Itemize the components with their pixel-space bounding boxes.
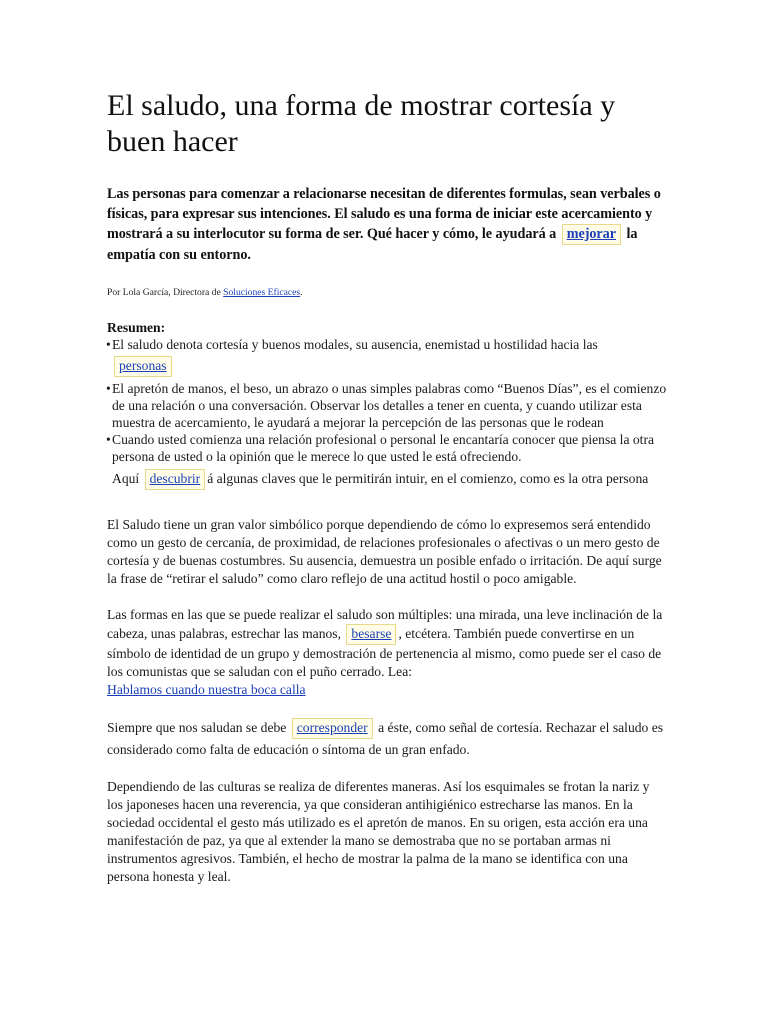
byline-author: Por Lola García, Directora de [107, 287, 221, 298]
paragraph-3-text-after: a éste, como señal de cortesía. Rechazar el saludo es considerado como falta de educación o síntoma de un gran enfado. [107, 720, 664, 757]
paragraph-1: El Saludo tiene un gran valor simbólico porque dependiendo de cómo lo expresemos será entendido como un gesto de cercanía, de proximidad, de relaciones profesionales o afectivas o un mero gesto de cortesía y de buenas costumbres. Su ausencia, demuestra un posible enfado o irritación. De aquí surge la frase de “retirar el saludo” como claro reflejo de una actitud hostil o poco amigable. [107, 517, 662, 586]
bullet-text: Cuando usted comienza una relación profesional o personal le encantaría conocer que piensa la otra persona de usted o la opinión que le merece lo que usted le está ofreciendo. [112, 432, 655, 464]
paragraph-4: Dependiendo de las culturas se realiza de diferentes maneras. Así los esquimales se frotan la nariz y los japoneses hacen una reverencia, ya que consideran antihigiénico estrecharse las manos. En la sociedad occidental el gesto más utilizado es el apretón de manos. En su origen, esta acción era una manifestación de paz, ya que al extender la mano se demostraba que no se portaban armas ni instrumentos agresivos. También, el hecho de mostrar la palma de la mano se identifica con una persona honesta y leal. [107, 779, 650, 884]
intro-text: Las personas para comenzar a relacionarse necesitan de diferentes formulas, sean verbales o físicas, para expresar sus intenciones. El saludo es una forma de iniciar este acercamiento y mostrará a su interlocutor su forma de ser. Qué hacer y cómo, le ayudará a [107, 186, 661, 242]
intro-text-end: la empatía con su entorno. [107, 226, 638, 263]
mejorar-link[interactable]: mejorar [566, 226, 616, 242]
byline [107, 287, 667, 298]
keyword-box-corresponder [292, 718, 373, 739]
bullet-text: El apretón de manos, el beso, un abrazo o unas simples palabras como “Buenos Días”, es el comienzo de una relación o una conversación. Observar los detalles a tener en cuenta, y cuando utilizar esta muestra de acercamiento, le ayudará a mejorar la percepción de las personas que le rodean [112, 381, 667, 430]
bullet-dot: • [106, 432, 111, 447]
summary-bullet [107, 380, 667, 431]
keyword-box-besarse [346, 624, 396, 645]
keyword-box-descubrir [145, 469, 206, 490]
summary-bullet [107, 431, 667, 490]
byline-period: . [300, 287, 303, 298]
paragraph-3 [107, 717, 667, 761]
bullet-dot: • [106, 337, 111, 352]
summary-bullet [107, 336, 667, 377]
paragraph-2-text: Las formas en las que se puede realizar el saludo son múltiples: una mirada, una leve inclinación de la cabeza, unas palabras, estrechar las manos, [107, 607, 663, 641]
bullet-text-aqui: Aquí [112, 471, 140, 486]
descubrir-link[interactable]: descubrir [149, 471, 201, 486]
paragraph-2-text-after: , etcétera. También puede convertirse en un símbolo de identidad de un grupo y demostración de pertenencia al mismo, como puede ser el caso de los comunistas que se saludan con el puño cerrado. Lea: [107, 626, 662, 679]
summary-title: Resumen: [107, 320, 166, 335]
paragraph-2 [107, 606, 667, 699]
soluciones-eficaces-link[interactable]: Soluciones Eficaces [223, 287, 301, 298]
corresponder-link[interactable]: corresponder [296, 720, 368, 735]
article-intro [107, 184, 667, 265]
personas-link[interactable]: personas [119, 358, 167, 373]
keyword-box-mejorar [562, 224, 621, 245]
keyword-box-personas [114, 356, 172, 377]
bullet-text-rest: á algunas claves que le permitirán intuir, en el comienzo, como es la otra persona [207, 471, 649, 486]
article-title: El saludo, una forma de mostrar cortesía y buen hacer [107, 89, 616, 158]
bullet-dot: • [106, 381, 111, 396]
paragraph-3-text: Siempre que nos saludan se debe [107, 720, 287, 735]
bullet-text: El saludo denota cortesía y buenos modales, su ausencia, enemistad u hostilidad hacia las [112, 337, 598, 352]
hablamos-cuando-link[interactable]: Hablamos cuando nuestra boca calla [107, 682, 306, 697]
article [107, 88, 667, 886]
besarse-link[interactable]: besarse [351, 626, 392, 641]
summary [107, 319, 667, 490]
